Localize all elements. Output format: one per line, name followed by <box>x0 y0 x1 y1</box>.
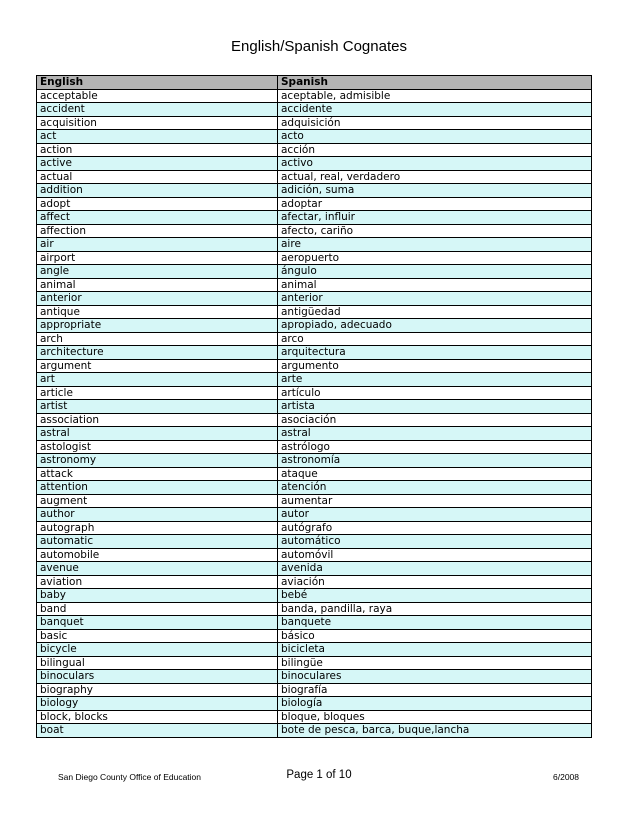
table-row <box>37 400 592 414</box>
english-word-cell: article <box>37 386 278 400</box>
english-word-cell: art <box>37 373 278 387</box>
table-row <box>37 251 592 265</box>
english-word-cell: appropriate <box>37 319 278 333</box>
english-word-cell: air <box>37 238 278 252</box>
english-word-cell: baby <box>37 589 278 603</box>
spanish-word-cell: animal <box>278 278 592 292</box>
table-row <box>37 710 592 724</box>
table-row <box>37 643 592 657</box>
english-word-cell: basic <box>37 629 278 643</box>
english-word-cell: banquet <box>37 616 278 630</box>
table-row <box>37 197 592 211</box>
english-word-cell: bicycle <box>37 643 278 657</box>
table-row <box>37 184 592 198</box>
english-word-cell: attack <box>37 467 278 481</box>
table-row <box>37 548 592 562</box>
table-row <box>37 130 592 144</box>
table-row <box>37 89 592 103</box>
footer-page-number: Page 1 of 10 <box>286 769 352 781</box>
english-word-cell: adopt <box>37 197 278 211</box>
table-row <box>37 211 592 225</box>
spanish-word-cell: aumentar <box>278 494 592 508</box>
spanish-word-cell: aceptable, admisible <box>278 89 592 103</box>
table-row <box>37 602 592 616</box>
english-word-cell: autograph <box>37 521 278 535</box>
spanish-word-cell: autor <box>278 508 592 522</box>
spanish-word-cell: automóvil <box>278 548 592 562</box>
table-row <box>37 224 592 238</box>
english-word-cell: band <box>37 602 278 616</box>
table-row <box>37 413 592 427</box>
document-title: English/Spanish Cognates <box>231 38 407 55</box>
english-word-cell: anterior <box>37 292 278 306</box>
english-word-cell: accident <box>37 103 278 117</box>
table-row <box>37 292 592 306</box>
spanish-word-cell: acción <box>278 143 592 157</box>
english-word-cell: action <box>37 143 278 157</box>
table-row <box>37 629 592 643</box>
table-row <box>37 157 592 171</box>
english-word-cell: argument <box>37 359 278 373</box>
table-row <box>37 697 592 711</box>
table-row <box>37 670 592 684</box>
spanish-word-cell: afectar, influir <box>278 211 592 225</box>
english-word-cell: artist <box>37 400 278 414</box>
table-row <box>37 359 592 373</box>
table-row <box>37 319 592 333</box>
english-word-cell: airport <box>37 251 278 265</box>
table-row <box>37 454 592 468</box>
spanish-word-cell: bebé <box>278 589 592 603</box>
spanish-word-cell: bilingüe <box>278 656 592 670</box>
english-word-cell: animal <box>37 278 278 292</box>
spanish-word-cell: aire <box>278 238 592 252</box>
spanish-word-cell: adquisición <box>278 116 592 130</box>
spanish-word-cell: bote de pesca, barca, buque,lancha <box>278 724 592 738</box>
table-row <box>37 683 592 697</box>
table-row <box>37 562 592 576</box>
table-row <box>37 305 592 319</box>
table-row <box>37 440 592 454</box>
column-header-spanish: Spanish <box>278 76 592 90</box>
english-word-cell: angle <box>37 265 278 279</box>
spanish-word-cell: básico <box>278 629 592 643</box>
english-word-cell: affect <box>37 211 278 225</box>
table-row <box>37 143 592 157</box>
footer-date: 6/2008 <box>553 772 579 782</box>
spanish-word-cell: avenida <box>278 562 592 576</box>
table-row <box>37 238 592 252</box>
table-row <box>37 386 592 400</box>
spanish-word-cell: atención <box>278 481 592 495</box>
spanish-word-cell: banda, pandilla, raya <box>278 602 592 616</box>
english-word-cell: astral <box>37 427 278 441</box>
spanish-word-cell: argumento <box>278 359 592 373</box>
english-word-cell: acceptable <box>37 89 278 103</box>
english-word-cell: biology <box>37 697 278 711</box>
spanish-word-cell: artículo <box>278 386 592 400</box>
spanish-word-cell: astronomía <box>278 454 592 468</box>
english-word-cell: author <box>37 508 278 522</box>
spanish-word-cell: aeropuerto <box>278 251 592 265</box>
english-word-cell: binoculars <box>37 670 278 684</box>
english-word-cell: affection <box>37 224 278 238</box>
english-word-cell: bilingual <box>37 656 278 670</box>
column-header-english: English <box>37 76 278 90</box>
table-row <box>37 265 592 279</box>
english-word-cell: addition <box>37 184 278 198</box>
spanish-word-cell: actual, real, verdadero <box>278 170 592 184</box>
english-word-cell: association <box>37 413 278 427</box>
table-row <box>37 575 592 589</box>
cognates-table <box>36 75 592 738</box>
spanish-word-cell: aviación <box>278 575 592 589</box>
spanish-word-cell: biografía <box>278 683 592 697</box>
table-row <box>37 373 592 387</box>
english-word-cell: automatic <box>37 535 278 549</box>
spanish-word-cell: accidente <box>278 103 592 117</box>
table-row <box>37 103 592 117</box>
spanish-word-cell: automático <box>278 535 592 549</box>
spanish-word-cell: bloque, bloques <box>278 710 592 724</box>
english-word-cell: biography <box>37 683 278 697</box>
english-word-cell: antique <box>37 305 278 319</box>
spanish-word-cell: afecto, cariño <box>278 224 592 238</box>
table-row <box>37 332 592 346</box>
spanish-word-cell: ángulo <box>278 265 592 279</box>
spanish-word-cell: asociación <box>278 413 592 427</box>
table-row <box>37 535 592 549</box>
spanish-word-cell: anterior <box>278 292 592 306</box>
spanish-word-cell: autógrafo <box>278 521 592 535</box>
spanish-word-cell: arco <box>278 332 592 346</box>
table-row <box>37 508 592 522</box>
english-word-cell: boat <box>37 724 278 738</box>
table-row <box>37 278 592 292</box>
table-body <box>37 89 592 737</box>
english-word-cell: actual <box>37 170 278 184</box>
english-word-cell: automobile <box>37 548 278 562</box>
table-row <box>37 427 592 441</box>
footer-organization: San Diego County Office of Education <box>58 772 202 782</box>
english-word-cell: aviation <box>37 575 278 589</box>
spanish-word-cell: ataque <box>278 467 592 481</box>
spanish-word-cell: acto <box>278 130 592 144</box>
spanish-word-cell: apropiado, adecuado <box>278 319 592 333</box>
english-word-cell: augment <box>37 494 278 508</box>
table-row <box>37 616 592 630</box>
spanish-word-cell: activo <box>278 157 592 171</box>
table-row <box>37 494 592 508</box>
table-row <box>37 656 592 670</box>
spanish-word-cell: astral <box>278 427 592 441</box>
table-row <box>37 481 592 495</box>
spanish-word-cell: arquitectura <box>278 346 592 360</box>
english-word-cell: architecture <box>37 346 278 360</box>
spanish-word-cell: adición, suma <box>278 184 592 198</box>
english-word-cell: avenue <box>37 562 278 576</box>
table-header-row <box>37 76 592 90</box>
table-row <box>37 346 592 360</box>
english-word-cell: astologist <box>37 440 278 454</box>
spanish-word-cell: bicicleta <box>278 643 592 657</box>
spanish-word-cell: antigüedad <box>278 305 592 319</box>
table-row <box>37 170 592 184</box>
english-word-cell: astronomy <box>37 454 278 468</box>
english-word-cell: acquisition <box>37 116 278 130</box>
spanish-word-cell: adoptar <box>278 197 592 211</box>
spanish-word-cell: banquete <box>278 616 592 630</box>
table-row <box>37 521 592 535</box>
table-row <box>37 467 592 481</box>
english-word-cell: active <box>37 157 278 171</box>
spanish-word-cell: binoculares <box>278 670 592 684</box>
english-word-cell: act <box>37 130 278 144</box>
table-row <box>37 589 592 603</box>
english-word-cell: block, blocks <box>37 710 278 724</box>
spanish-word-cell: artista <box>278 400 592 414</box>
spanish-word-cell: arte <box>278 373 592 387</box>
english-word-cell: arch <box>37 332 278 346</box>
spanish-word-cell: astrólogo <box>278 440 592 454</box>
spanish-word-cell: biología <box>278 697 592 711</box>
table-row <box>37 116 592 130</box>
table-row <box>37 724 592 738</box>
english-word-cell: attention <box>37 481 278 495</box>
